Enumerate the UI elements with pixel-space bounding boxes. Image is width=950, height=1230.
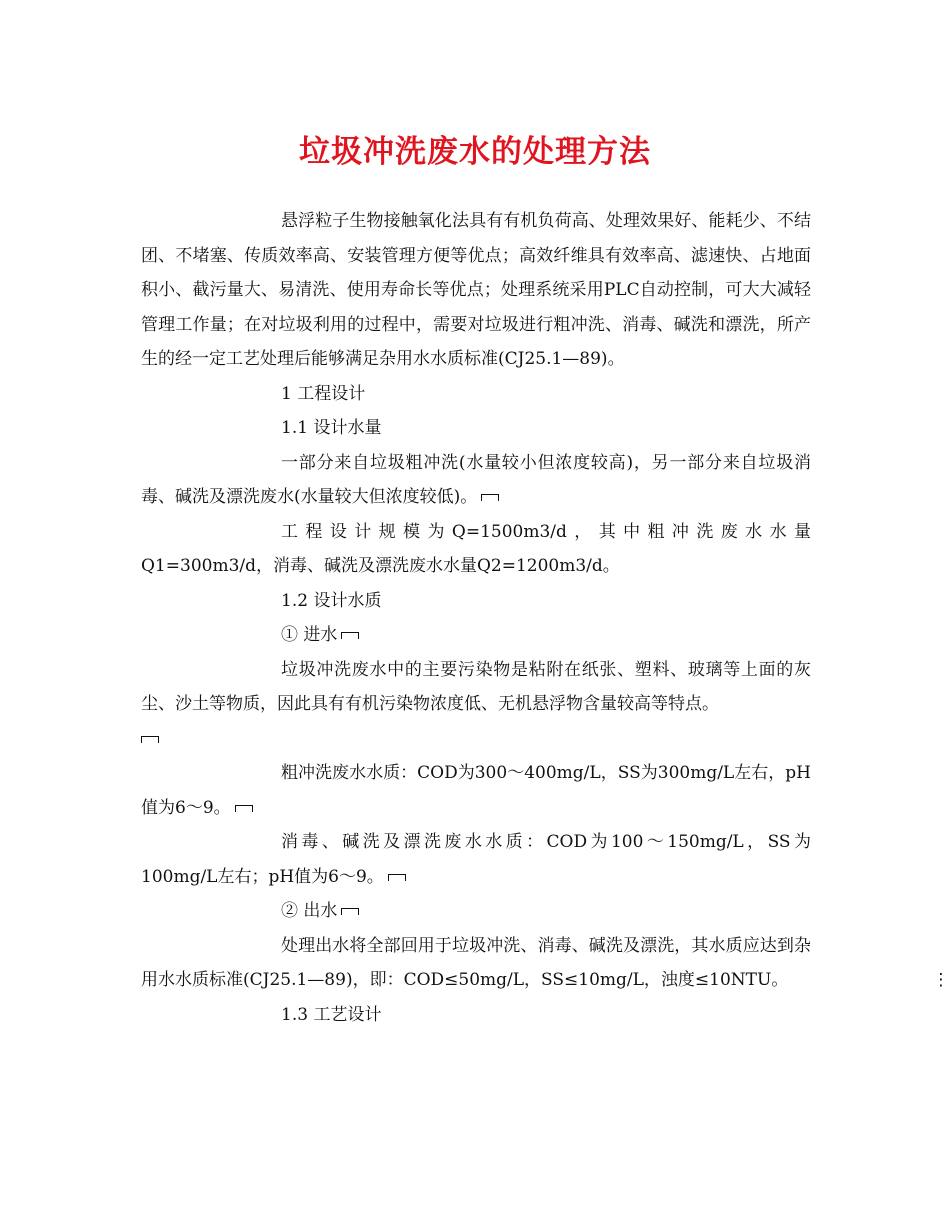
section-heading-1-2: 1.2 设计水质	[281, 590, 382, 611]
subheading-inlet	[141, 618, 811, 653]
paragraph-disinfect-quality-text: 消毒、碱洗及漂洗废水水质：COD为100～150mg/L，SS为100mg/L左右；pH值为6～9。	[141, 832, 811, 887]
vertical-ellipsis-icon: ⋮	[932, 970, 950, 990]
paragraph-mark-line	[141, 722, 811, 757]
subheading-outlet	[141, 894, 811, 929]
paragraph-water-source-text: 一部分来自垃圾粗冲洗(水量较小但浓度较高)，另一部分来自垃圾消毒、碱洗及漂洗废水(水量较大但浓度较低)。	[141, 452, 811, 507]
paragraph-intro: 悬浮粒子生物接触氧化法具有有机负荷高、处理效果好、能耗少、不结团、不堵塞、传质效率高、安装管理方便等优点；高效纤维具有效率高、滤速快、占地面积小、截污量大、易清洗、使用寿命长等优点；处理系统采用PLC自动控制，可大大减轻管理工作量；在对垃圾利用的过程中，需要对垃圾进行粗冲洗、消毒、碱洗和漂洗，所产生的经一定工艺处理后能够满足杂用水水质标准(CJ25.1—89)。	[141, 211, 811, 369]
document-title: 垃圾冲洗废水的处理方法	[299, 134, 651, 170]
paragraph-mark-icon	[341, 908, 359, 915]
paragraph-disinfect-quality	[141, 825, 811, 894]
section-heading-1-3: 1.3 工艺设计	[281, 1004, 382, 1025]
paragraph-mark-icon	[141, 736, 159, 743]
paragraph-water-source	[141, 446, 811, 515]
subheading-outlet-text: ② 出水	[281, 901, 338, 921]
paragraph-rough-wash-quality-text: 粗冲洗废水水质：COD为300～400mg/L，SS为300mg/L左右，pH值为6～9。	[141, 763, 811, 818]
paragraph-mark-icon	[235, 805, 253, 812]
section-heading-1-1: 1.1 设计水量	[281, 418, 382, 438]
subheading-inlet-text: ① 进水	[281, 625, 338, 645]
document-body	[141, 204, 950, 1032]
paragraph-mark-icon	[341, 632, 359, 639]
paragraph-mark-icon	[481, 494, 499, 501]
paragraph-rough-wash-quality	[141, 756, 811, 825]
paragraph-design-scale: 工程设计规模为Q=1500m3/d，其中粗冲洗废水水量Q1=300m3/d，消毒、碱洗及漂洗废水水量Q2=1200m3/d。	[141, 521, 811, 576]
section-heading-1: 1 工程设计	[281, 383, 366, 404]
paragraph-mark-icon	[388, 874, 406, 881]
paragraph-outlet-quality	[141, 929, 950, 998]
paragraph-pollutants: 垃圾冲洗废水中的主要污染物是粘附在纸张、塑料、玻璃等上面的灰尘、沙土等物质，因此具有有机污染物浓度低、无机悬浮物含量较高等特点。	[141, 659, 811, 714]
paragraph-outlet-quality-text: 处理出水将全部回用于垃圾冲洗、消毒、碱洗及漂洗，其水质应达到杂用水水质标准(CJ25.1—89)，即：COD≤50mg/L，SS≤10mg/L，浊度≤10NTU。	[141, 935, 811, 990]
